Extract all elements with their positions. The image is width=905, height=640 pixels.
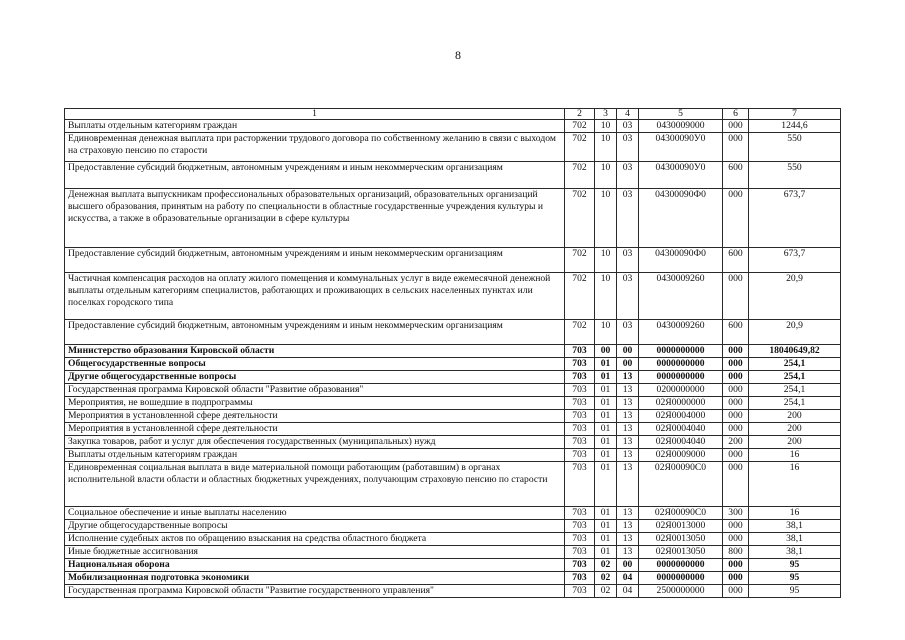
table-row <box>65 120 841 133</box>
row-code-cell: 703 <box>565 384 595 397</box>
row-code-cell: 0200000000 <box>639 384 723 397</box>
row-code-cell: 0000000000 <box>639 345 723 358</box>
row-code-cell: 000 <box>723 133 749 162</box>
header-cell: 3 <box>595 109 617 120</box>
row-code-cell: 10 <box>595 320 617 345</box>
row-code-cell: 000 <box>723 120 749 133</box>
row-code-cell: 254,1 <box>749 384 841 397</box>
table-row <box>65 423 841 436</box>
row-code-cell: 702 <box>565 320 595 345</box>
row-code-cell: 03 <box>617 162 639 189</box>
budget-table <box>64 108 841 598</box>
row-code-cell: 04 <box>617 572 639 585</box>
row-code-cell: 000 <box>723 189 749 248</box>
row-code-cell: 673,7 <box>749 189 841 248</box>
row-code-cell: 02Я0000000 <box>639 397 723 410</box>
row-code-cell: 03 <box>617 189 639 248</box>
row-code-cell: 703 <box>565 507 595 520</box>
row-code-cell: 95 <box>749 572 841 585</box>
row-name-cell: Мобилизационная подготовка экономики <box>65 572 565 585</box>
row-code-cell: 703 <box>565 520 595 533</box>
row-code-cell: 702 <box>565 120 595 133</box>
row-code-cell: 0000000000 <box>639 358 723 371</box>
row-code-cell: 2500000000 <box>639 585 723 598</box>
table-row <box>65 572 841 585</box>
row-code-cell: 02Я0004000 <box>639 410 723 423</box>
row-code-cell: 703 <box>565 423 595 436</box>
row-code-cell: 13 <box>617 371 639 384</box>
row-code-cell: 01 <box>595 384 617 397</box>
row-code-cell: 000 <box>723 273 749 320</box>
header-cell: 7 <box>749 109 841 120</box>
row-code-cell: 000 <box>723 585 749 598</box>
row-code-cell: 000 <box>723 572 749 585</box>
row-code-cell: 13 <box>617 397 639 410</box>
row-code-cell: 95 <box>749 585 841 598</box>
row-code-cell: 703 <box>565 585 595 598</box>
row-code-cell: 01 <box>595 520 617 533</box>
row-code-cell: 13 <box>617 449 639 462</box>
row-code-cell: 10 <box>595 162 617 189</box>
row-code-cell: 20,9 <box>749 273 841 320</box>
row-code-cell: 000 <box>723 384 749 397</box>
row-code-cell: 04 <box>617 585 639 598</box>
row-name-cell: Мероприятия в установленной сфере деятельности <box>65 423 565 436</box>
row-code-cell: 0430009000 <box>639 120 723 133</box>
table-row <box>65 384 841 397</box>
row-code-cell: 000 <box>723 520 749 533</box>
row-code-cell: 03 <box>617 133 639 162</box>
row-code-cell: 300 <box>723 507 749 520</box>
row-code-cell: 702 <box>565 273 595 320</box>
row-name-cell: Другие общегосударственные вопросы <box>65 520 565 533</box>
row-code-cell: 703 <box>565 358 595 371</box>
row-code-cell: 02Я0004040 <box>639 423 723 436</box>
row-code-cell: 550 <box>749 133 841 162</box>
row-code-cell: 000 <box>723 533 749 546</box>
row-code-cell: 702 <box>565 162 595 189</box>
table-row <box>65 533 841 546</box>
row-name-cell: Предоставление субсидий бюджетным, автономным учреждениям и иным некоммерческим организациям <box>65 320 565 345</box>
table-row <box>65 520 841 533</box>
row-name-cell: Другие общегосударственные вопросы <box>65 371 565 384</box>
row-code-cell: 600 <box>723 320 749 345</box>
table-row <box>65 397 841 410</box>
row-code-cell: 703 <box>565 533 595 546</box>
row-name-cell: Денежная выплата выпускникам профессиональных образовательных организаций, образовательных организаций высшего образования, принятым на работу по специальности в областные государственные учреждения культуры и искусства, а также в образовательные организации в сфере культуры <box>65 189 565 248</box>
table-row <box>65 345 841 358</box>
row-code-cell: 0430009260 <box>639 320 723 345</box>
row-name-cell: Единовременная денежная выплата при расторжении трудового договора по собственному желанию в связи с выходом на страховую пенсию по старости <box>65 133 565 162</box>
row-code-cell: 02Я0009000 <box>639 449 723 462</box>
row-code-cell: 703 <box>565 371 595 384</box>
row-code-cell: 01 <box>595 410 617 423</box>
row-code-cell: 04300090У0 <box>639 162 723 189</box>
row-name-cell: Государственная программа Кировской области "Развитие государственного управления" <box>65 585 565 598</box>
row-code-cell: 000 <box>723 358 749 371</box>
row-code-cell: 04300090Ф0 <box>639 189 723 248</box>
row-code-cell: 02Я0004040 <box>639 436 723 449</box>
row-code-cell: 03 <box>617 273 639 320</box>
row-name-cell: Министерство образования Кировской области <box>65 345 565 358</box>
row-name-cell: Единовременная социальная выплата в виде материальной помощи работающим (работавшим) в органах исполнительной власти области и областных бюджетных учреждениях, получающим страховую пенсию по старости <box>65 462 565 507</box>
table-row <box>65 358 841 371</box>
row-code-cell: 10 <box>595 189 617 248</box>
row-code-cell: 702 <box>565 248 595 273</box>
row-code-cell: 000 <box>723 462 749 507</box>
row-code-cell: 10 <box>595 120 617 133</box>
row-code-cell: 01 <box>595 358 617 371</box>
row-code-cell: 16 <box>749 462 841 507</box>
row-code-cell: 000 <box>723 559 749 572</box>
row-code-cell: 0000000000 <box>639 371 723 384</box>
row-name-cell: Мероприятия, не вошедшие в подпрограммы <box>65 397 565 410</box>
row-code-cell: 703 <box>565 559 595 572</box>
row-code-cell: 13 <box>617 533 639 546</box>
row-code-cell: 01 <box>595 546 617 559</box>
row-code-cell: 03 <box>617 320 639 345</box>
row-code-cell: 702 <box>565 189 595 248</box>
row-name-cell: Предоставление субсидий бюджетным, автономным учреждениям и иным некоммерческим организациям <box>65 162 565 189</box>
row-code-cell: 10 <box>595 133 617 162</box>
row-code-cell: 16 <box>749 449 841 462</box>
header-cell: 1 <box>65 109 565 120</box>
row-code-cell: 1244,6 <box>749 120 841 133</box>
table-row <box>65 162 841 189</box>
row-code-cell: 600 <box>723 248 749 273</box>
row-code-cell: 703 <box>565 345 595 358</box>
row-code-cell: 200 <box>723 436 749 449</box>
row-name-cell: Выплаты отдельным категориям граждан <box>65 449 565 462</box>
table-row <box>65 248 841 273</box>
row-code-cell: 13 <box>617 507 639 520</box>
row-name-cell: Социальное обеспечение и иные выплаты населению <box>65 507 565 520</box>
table-row <box>65 371 841 384</box>
row-code-cell: 00 <box>617 345 639 358</box>
row-code-cell: 200 <box>749 423 841 436</box>
row-code-cell: 800 <box>723 546 749 559</box>
row-code-cell: 38,1 <box>749 533 841 546</box>
row-code-cell: 550 <box>749 162 841 189</box>
row-code-cell: 02Я0013050 <box>639 533 723 546</box>
row-code-cell: 702 <box>565 133 595 162</box>
row-code-cell: 13 <box>617 384 639 397</box>
row-code-cell: 703 <box>565 546 595 559</box>
row-name-cell: Иные бюджетные ассигнования <box>65 546 565 559</box>
row-code-cell: 0430009260 <box>639 273 723 320</box>
row-code-cell: 95 <box>749 559 841 572</box>
row-code-cell: 254,1 <box>749 371 841 384</box>
row-code-cell: 00 <box>617 559 639 572</box>
row-code-cell: 10 <box>595 273 617 320</box>
table-row <box>65 546 841 559</box>
table-row <box>65 585 841 598</box>
row-code-cell: 000 <box>723 423 749 436</box>
table-row <box>65 559 841 572</box>
table-row <box>65 189 841 248</box>
row-name-cell: Государственная программа Кировской области "Развитие образования" <box>65 384 565 397</box>
table-row <box>65 507 841 520</box>
row-code-cell: 01 <box>595 449 617 462</box>
row-code-cell: 01 <box>595 462 617 507</box>
row-name-cell: Исполнение судебных актов по обращению взыскания на средства областного бюджета <box>65 533 565 546</box>
row-code-cell: 20,9 <box>749 320 841 345</box>
row-code-cell: 13 <box>617 423 639 436</box>
row-code-cell: 200 <box>749 410 841 423</box>
table-row <box>65 133 841 162</box>
row-code-cell: 703 <box>565 397 595 410</box>
row-code-cell: 0000000000 <box>639 572 723 585</box>
header-cell: 6 <box>723 109 749 120</box>
row-code-cell: 02Я0013050 <box>639 546 723 559</box>
row-name-cell: Предоставление субсидий бюджетным, автономным учреждениям и иным некоммерческим организациям <box>65 248 565 273</box>
row-code-cell: 03 <box>617 248 639 273</box>
row-code-cell: 16 <box>749 507 841 520</box>
row-code-cell: 01 <box>595 507 617 520</box>
row-code-cell: 02 <box>595 559 617 572</box>
row-code-cell: 03 <box>617 120 639 133</box>
row-code-cell: 000 <box>723 410 749 423</box>
row-code-cell: 04300090Ф0 <box>639 248 723 273</box>
row-code-cell: 600 <box>723 162 749 189</box>
table-row <box>65 410 841 423</box>
row-name-cell: Выплаты отдельным категориям граждан <box>65 120 565 133</box>
page-number: 8 <box>455 48 461 62</box>
table-row <box>65 462 841 507</box>
row-code-cell: 00 <box>595 345 617 358</box>
row-code-cell: 703 <box>565 410 595 423</box>
row-code-cell: 18040649,82 <box>749 345 841 358</box>
row-code-cell: 02Я00090С0 <box>639 462 723 507</box>
row-code-cell: 703 <box>565 449 595 462</box>
row-name-cell: Общегосударственные вопросы <box>65 358 565 371</box>
row-code-cell: 01 <box>595 533 617 546</box>
row-code-cell: 01 <box>595 436 617 449</box>
row-code-cell: 01 <box>595 423 617 436</box>
row-name-cell: Частичная компенсация расходов на оплату жилого помещения и коммунальных услуг в виде ежемесячной денежной выплаты отдельным категориям специалистов, работающих и проживающих в сельских населенных пунктах или поселках городского типа <box>65 273 565 320</box>
row-code-cell: 200 <box>749 436 841 449</box>
row-code-cell: 254,1 <box>749 358 841 371</box>
row-code-cell: 10 <box>595 248 617 273</box>
row-code-cell: 673,7 <box>749 248 841 273</box>
row-code-cell: 703 <box>565 462 595 507</box>
table-row <box>65 436 841 449</box>
header-cell: 4 <box>617 109 639 120</box>
row-code-cell: 01 <box>595 397 617 410</box>
header-cell: 2 <box>565 109 595 120</box>
row-code-cell: 02 <box>595 572 617 585</box>
row-code-cell: 703 <box>565 436 595 449</box>
table-row <box>65 273 841 320</box>
row-code-cell: 703 <box>565 572 595 585</box>
header-cell: 5 <box>639 109 723 120</box>
table-row <box>65 320 841 345</box>
row-code-cell: 000 <box>723 345 749 358</box>
row-code-cell: 38,1 <box>749 546 841 559</box>
row-code-cell: 000 <box>723 371 749 384</box>
row-code-cell: 0000000000 <box>639 559 723 572</box>
row-name-cell: Национальная оборона <box>65 559 565 572</box>
row-code-cell: 38,1 <box>749 520 841 533</box>
row-code-cell: 000 <box>723 397 749 410</box>
row-code-cell: 13 <box>617 520 639 533</box>
row-name-cell: Мероприятия в установленной сфере деятельности <box>65 410 565 423</box>
table-header-row <box>65 109 841 120</box>
row-code-cell: 13 <box>617 436 639 449</box>
row-code-cell: 254,1 <box>749 397 841 410</box>
row-code-cell: 02Я0013000 <box>639 520 723 533</box>
row-code-cell: 00 <box>617 358 639 371</box>
row-code-cell: 13 <box>617 546 639 559</box>
row-code-cell: 13 <box>617 410 639 423</box>
row-code-cell: 02 <box>595 585 617 598</box>
row-code-cell: 04300090У0 <box>639 133 723 162</box>
row-code-cell: 13 <box>617 462 639 507</box>
row-code-cell: 02Я00090С0 <box>639 507 723 520</box>
table-row <box>65 449 841 462</box>
row-code-cell: 01 <box>595 371 617 384</box>
row-code-cell: 000 <box>723 449 749 462</box>
row-name-cell: Закупка товаров, работ и услуг для обеспечения государственных (муниципальных) нужд <box>65 436 565 449</box>
